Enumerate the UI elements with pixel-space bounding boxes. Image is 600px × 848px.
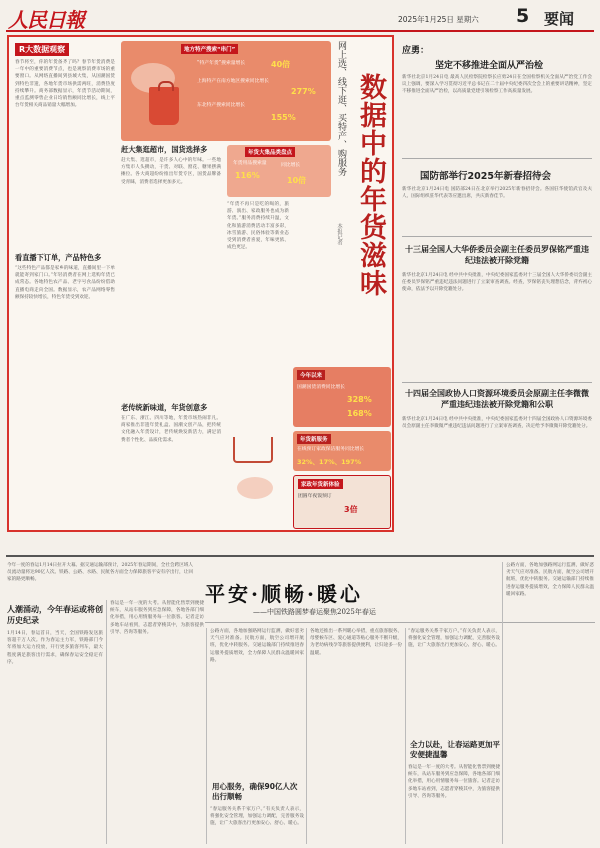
infographic-5-title: 家政年货新体验 [298, 479, 343, 489]
infographic-dinner-panel [293, 475, 391, 529]
feature-kicker: 网上选、线下逛、买特产、购服务 [336, 41, 346, 176]
infographic-guochao-panel [293, 367, 391, 427]
inf1-num1: 40倍 [271, 60, 291, 69]
bottom-subhead-3: 全力以赴，让春运路更加平安便捷温馨 [410, 740, 500, 759]
inf1-line3: 东北特产搜索同比增长 [197, 103, 245, 108]
inf2-line1: 年货用品搜索量 [233, 161, 267, 166]
big-data-badge: R大数据观察 [15, 43, 69, 56]
bottom-col-2: 春运是一年一度的大考。从智能化售票到便捷候车，从站车服务到应急保障，各地各部门细化举措，用心用情服务每一位旅客。记者走访多地车站看到，志愿者穿梭其中，为旅客提供引导、咨询等服务。 [110, 601, 204, 635]
bottom-headline: 平安·顺畅·暖心 [205, 582, 363, 606]
bottom-col-4: 各地还推出一系列暖心举措，重点旅客服务、母婴候车区、爱心通道等贴心服务不断升级，为老幼病残孕等旅客提供便利，让归途多一份温暖。 [310, 629, 402, 656]
right-story-3: 新华社北京1月24日电 经中共中央批准，中央纪委国家监委对十三届全国人大华侨委员会副主任委员罗保铭严重违纪违法问题进行了立案审查调查。经查，罗保铭丧失理想信念，背弃初心使命，依法予以开除党籍处分。 [402, 273, 592, 293]
inf2-line2: 同比增长 [281, 163, 301, 168]
right-headline-1: 坚定不移推进全面从严治检 [435, 61, 544, 71]
infographic-2-title: 年货大集品类盘点 [245, 147, 295, 157]
feature-body-c: 赶大集、逛超市，是许多人心中的年味。一些地方集市人头攒动，干货、对联、窗花、糖果摆满摊位。各大商超纷纷推出年货专区，国货品牌备受青睐，消费者选择更加多元。 [121, 158, 221, 185]
inf1-num3: 155% [271, 113, 296, 122]
column-rule [206, 628, 207, 844]
illustration-area [227, 367, 289, 527]
bottom-subhead-1: 人潮涌动，今年春运或将创历史纪录 [7, 605, 103, 625]
cloud-decoration-icon [237, 477, 273, 499]
inf1-line2: 上海特产在南方地区搜索同比增长 [197, 79, 269, 84]
right-headline-4: 十四届全国政协人口资源环境委员会原副主任李微微严重违纪违法被开除党籍和公职 [405, 389, 589, 409]
infographic-service-panel [293, 431, 391, 471]
section-divider [6, 555, 594, 557]
column-rule [502, 562, 503, 844]
inf3-num2: 168% [347, 409, 372, 418]
bottom-col-5b: 春运是一年一度的大考。从智能化售票到便捷候车，从站车服务到应急保障，各地各部门细化举措，用心用情服务每一位旅客。记者走访多地车站看到，志愿者穿梭其中，为旅客提供引导、咨询等服务。 [408, 765, 500, 799]
feature-story-box [7, 35, 394, 532]
feature-subhead-3: 老传统新味道，年货创意多 [121, 403, 208, 412]
divider [402, 382, 592, 383]
infographic-4-title: 年货新服务 [297, 434, 331, 444]
feature-body-b: “这些特色产品都是家乡的味道，直播间里一下单就能寄到家门口。”年轻消费者在网上选购年货已成常态。各地特色农产品、老字号食品纷纷借助直播电商走向全国。数据显示，农产品网络零售额保持较快增长，特色年货受到欢迎。 [15, 266, 115, 300]
infographic-specialty-panel [121, 41, 331, 141]
feature-body-e: 在广东、浙江、四川等地，年货市场热闹非凡。商家推出非遗年货礼盒、国潮文创产品，把传统文化融入年货设计，老传统焕发新活力，满足消费者个性化、品质化需求。 [121, 416, 221, 443]
masthead [6, 4, 594, 32]
infographic-1-title: 地方特产搜索“串门” [181, 44, 238, 54]
issue-date: 2025年1月25日 星期六 [398, 15, 479, 24]
feature-body-d: “年货不再只是吃的喝的，旅游、演出、家政服务也成为新年货。”服务消费持续升温，文化和旅游消费活动丰富多彩，冰雪旅游、民俗体验等新业态受到消费者喜爱，年味更浓、成色更足。 [227, 202, 289, 251]
column-rule [306, 628, 307, 844]
inf4-num1: 32%、17%、197% [297, 458, 362, 466]
inf5-line1: 团圆年夜饭预订 [298, 494, 332, 499]
inf4-line1: 在线预订家政保洁服务同比增长 [297, 447, 365, 452]
bottom-intro: 今年一度的春运1月14日拉开大幕。据交通运输部预计，2025年春运期间，全社会跨区域人员流动量将达90亿人次。铁路、公路、水路、民航各方面全力保障旅客平安有序出行，让回家的路更顺畅。 [7, 563, 193, 583]
inf2-num1: 116% [235, 171, 260, 180]
bottom-col-1: 1月14日，春运首日，当天，全国铁路发送旅客超千万人次。作为春运主力军，铁路部门今年将加大运力投放，开行更多旅客列车，最大程度满足旅客出行需求，确保春运安全稳定有序。 [7, 631, 103, 665]
shopping-bag-icon [149, 87, 179, 125]
bottom-subheadline: ——中国铁路圆梦春运聚焦2025年春运 [253, 608, 376, 616]
right-headline-3: 十三届全国人大华侨委员会副主任委员罗保铭严重违纪违法被开除党籍 [405, 245, 589, 265]
divider [402, 158, 592, 159]
feature-subhead-1: 看直播下订单，产品特色多 [15, 253, 102, 262]
newspaper-logo: 人民日報 [8, 8, 84, 32]
feature-reporter: 本报记者 [336, 223, 342, 245]
column-rule [405, 628, 406, 844]
right-story-4: 新华社北京1月24日电 经中共中央批准，中央纪委国家监委对十四届全国政协人口资源环境委员会原副主任李微微严重违纪违法问题进行了立案审查调查，决定给予李微微开除党籍处分。 [402, 417, 592, 430]
inf3-num1: 328% [347, 395, 372, 404]
right-story-1: 新华社北京1月24日电 最高人民检察院检察长应勇24日在全国检察机关全面从严治党工作会议上强调，要深入学习贯彻习近平总书记在二十届中央纪委四次全会上的重要讲话精神，坚定不移推进全面从严治检，以高质量党建引领检察工作高质量发展。 [402, 75, 592, 95]
inf3-line1: 国潮国货消费同比增长 [297, 385, 345, 390]
bottom-subhead-2: 用心服务，确保90亿人次出行顺畅 [212, 782, 298, 801]
right-headline-2: 国防部举行2025年新春招待会 [420, 171, 551, 182]
column-rule [106, 600, 107, 844]
feature-subhead-2: 赶大集逛超市，国货选择多 [121, 145, 208, 154]
page-number: 5 [516, 5, 530, 27]
infographic-goods-panel [227, 145, 331, 197]
feature-body-a: 春节将至，你的年货备齐了吗？春节年货消费是一年中的重要消费节点，也是观察消费市场的重要窗口。从网络直播间到县城大集，从国潮国货到特色非遗，各地年货市场供需两旺，消费热度持续攀升。商务部数据显示，年货节活动期间，重点监测零售企业日均销售额同比增长，线上平台年货相关商品销量大幅增加。 [15, 60, 115, 109]
feature-headline: 数据中的年货滋味 [355, 73, 386, 297]
inf5-num1: 3倍 [344, 505, 358, 514]
inf1-line1: “特产年货”搜索量增长 [197, 61, 246, 66]
page-name: 要闻 [544, 10, 575, 28]
divider [402, 236, 592, 237]
shopping-cart-icon [233, 437, 273, 463]
right-story-2: 新华社北京1月24日电 国防部24日在北京举行2025年新春招待会。各国驻华使馆武官及夫人、国际组织驻华代表等应邀出席，共庆新春佳节。 [402, 187, 592, 200]
bottom-col-5: “春运服务关系千家万户。”有关负责人表示，将强化安全管理，加强运力调配，完善服务设施，让广大旅客出行更加安心、舒心、暖心。 [408, 629, 500, 649]
bottom-col-3: 公路方面，各地加强路网运行监测，做好恶劣天气应对准备。民航方面，航空公司增开航班，优化中转服务。交通运输部门持续推进春运服务提质增效，全力保障人民群众温暖回家路。 [210, 629, 304, 663]
inf1-num2: 277% [291, 87, 316, 96]
infographic-3-title: 今年以来 [297, 370, 325, 380]
bottom-col-3b: “春运服务关系千家万户。”有关负责人表示，将强化安全管理，加强运力调配，完善服务设施，让广大旅客出行更加安心、舒心、暖心。 [210, 807, 304, 827]
inf2-num2: 10倍 [287, 176, 307, 185]
bottom-col-6: 公路方面，各地加强路网运行监测，做好恶劣天气应对准备。民航方面，航空公司增开航班，优化中转服务。交通运输部门持续推进春运服务提质增效，全力保障人民群众温暖回家路。 [506, 563, 594, 597]
right-headline-1-kicker: 应勇： [402, 46, 430, 56]
